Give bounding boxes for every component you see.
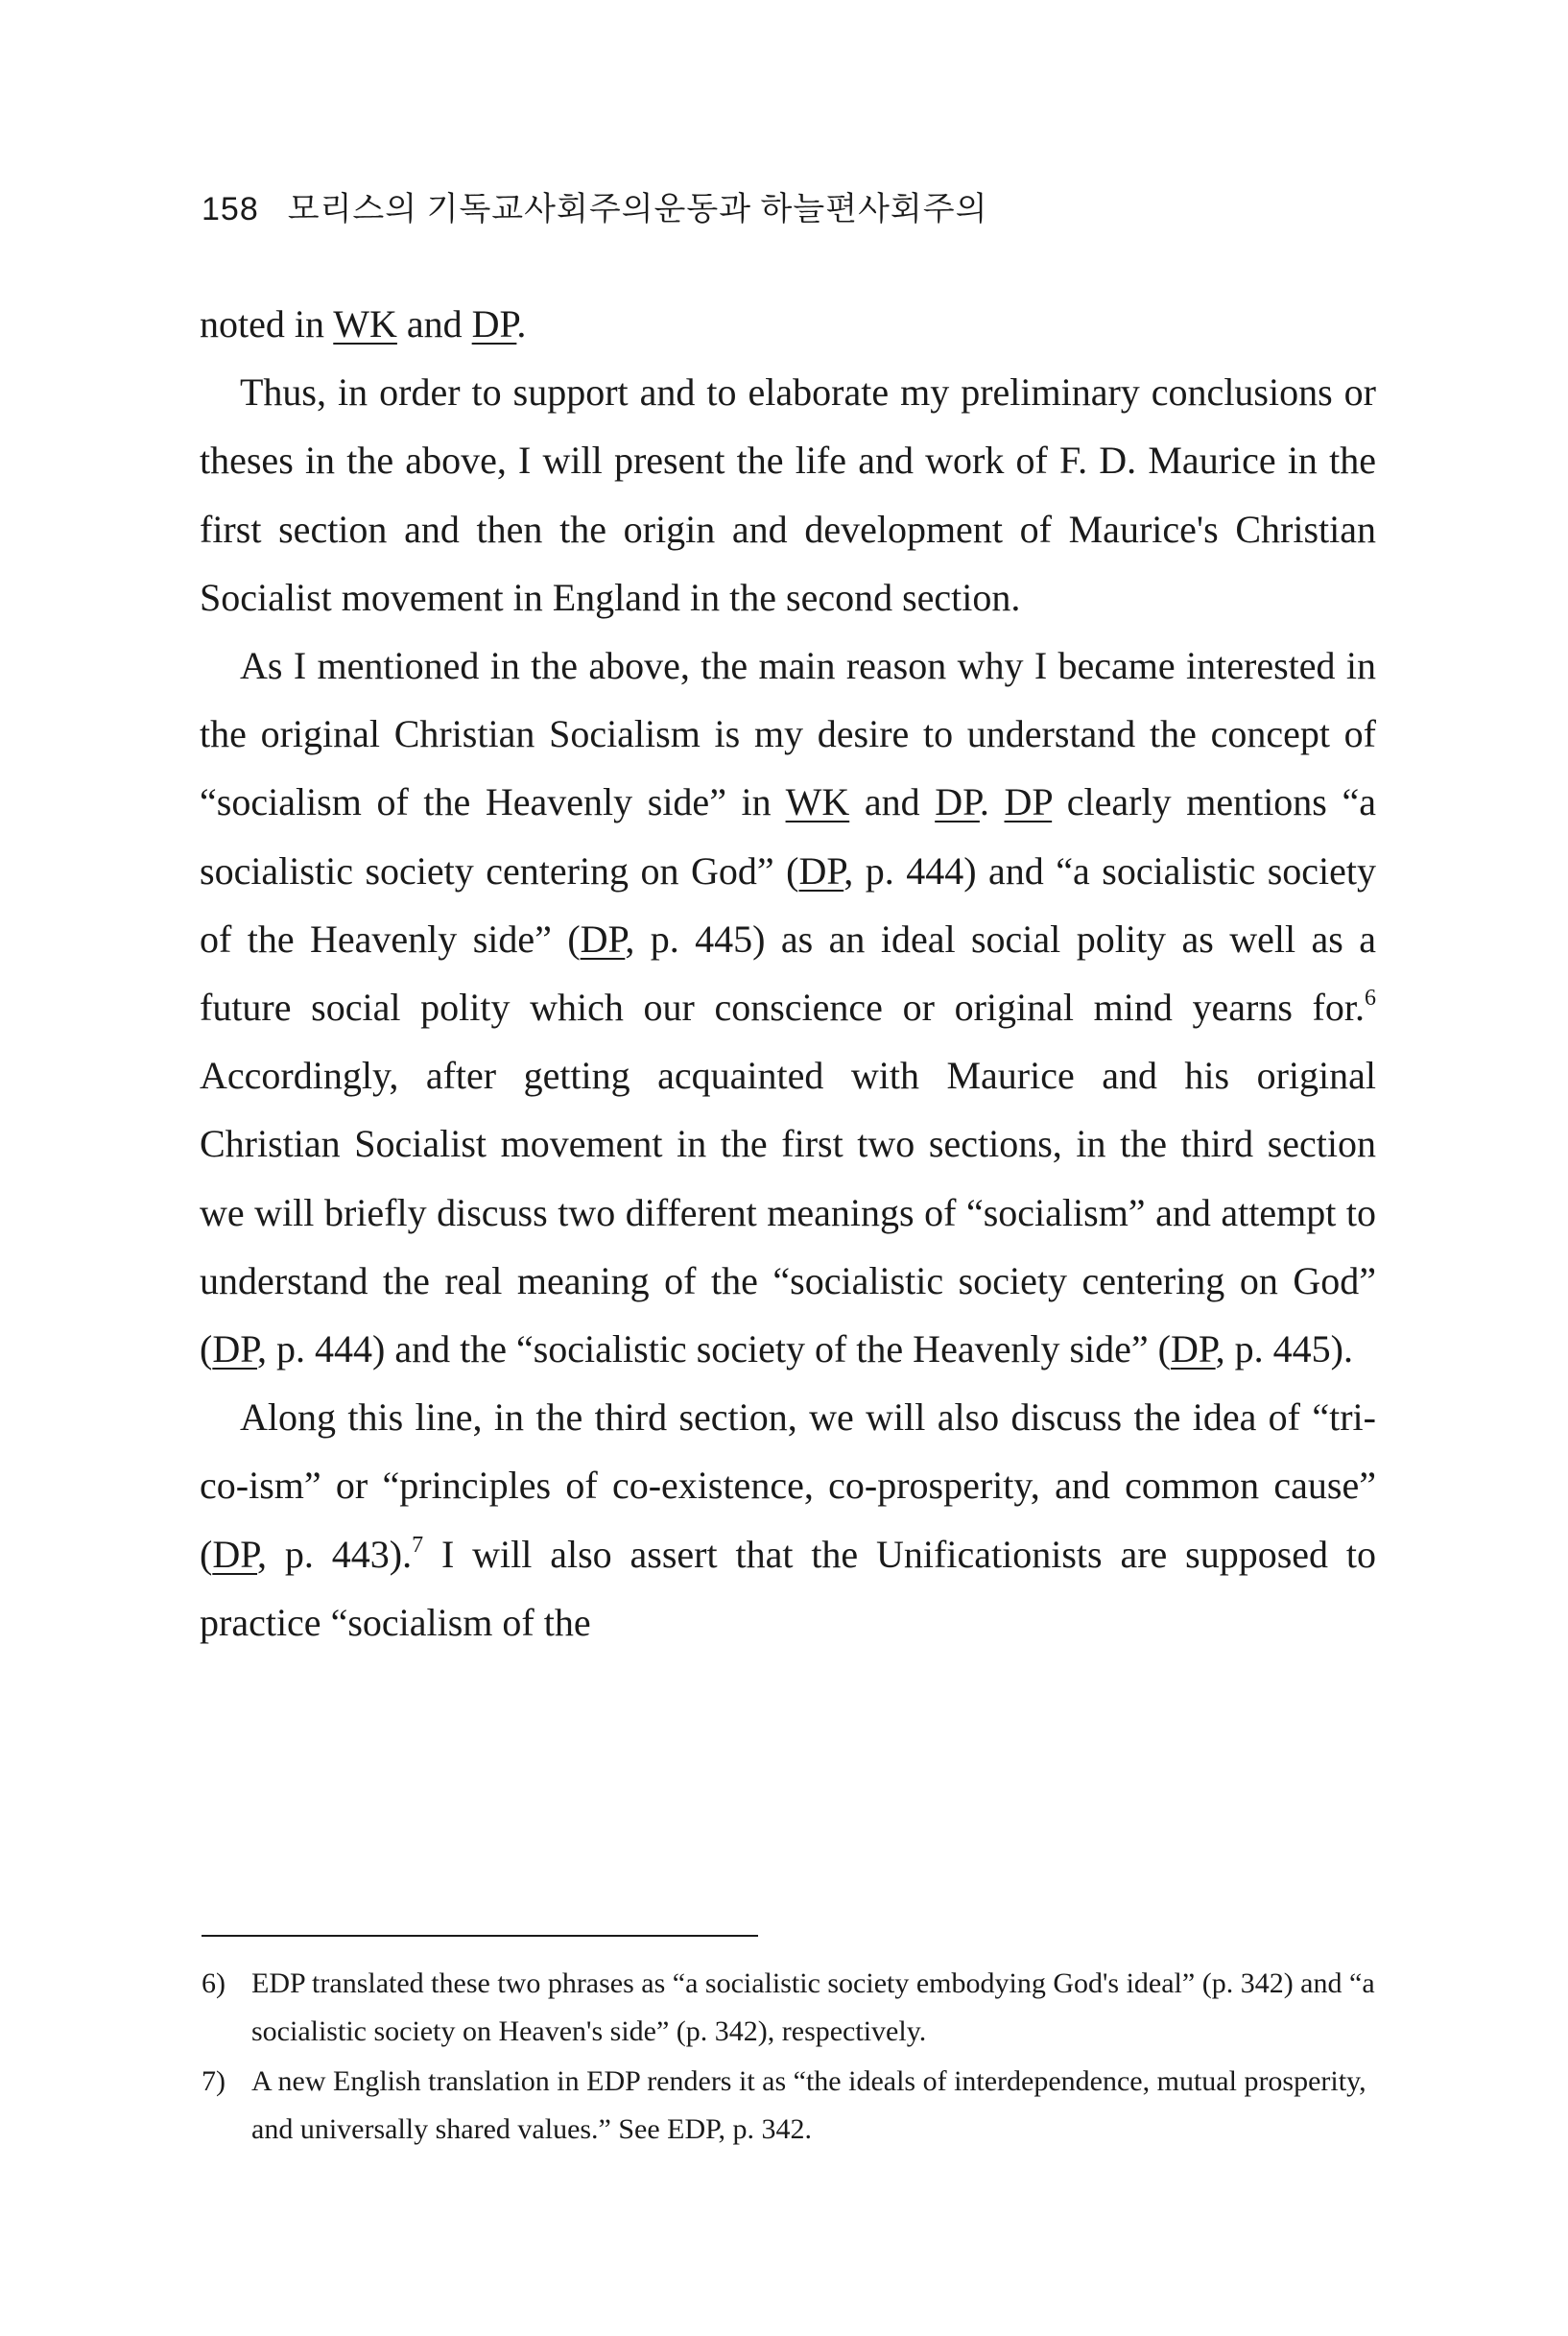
text-run: clearly mentions “a socialistic society centering on God” ( [200,780,1376,893]
text-run: , p. 444) and the “socialistic society of the Heavenly side” ( [257,1327,1171,1371]
abbreviation-dp: DP [1004,780,1053,824]
text-run: noted in [200,302,334,346]
text-run: , p. 445) as an ideal social polity as well as a future social polity which our conscience or original mind yearns for. [200,917,1376,1030]
text-run: , p. 443). [257,1532,413,1576]
paragraph-thus: Thus, in order to support and to elaborate my preliminary conclusions or theses in the above, I will present the life and work of F. D. Maurice in the first section and then the origin and development of Maurice's Christian Socialist movement in England in the second section. [200,370,1376,619]
text-run: I will also assert that the Unificationists are supposed to practice “socialism of the [200,1532,1376,1644]
footnote-6 [202,1960,1376,2056]
abbreviation-dp: DP [580,917,626,961]
paragraph-as-i-mentioned [200,632,1376,1383]
footnotes [202,1960,1376,2156]
abbreviation-dp: DP [471,302,517,346]
abbreviation-wk: WK [333,302,397,346]
abbreviation-wk: WK [785,780,850,824]
footnote-text: EDP translated these two phrases as “a socialistic society embodying God's ideal” (p. 342) and “a socialistic society on Heaven's side” (p. 342), respectively. [251,1967,1375,2047]
footnote-text: A new English translation in EDP renders it as “the ideals of interdependence, mutual prosperity, and universally shared values.” See EDP, p. 342. [251,2065,1366,2145]
abbreviation-dp: DP [935,780,980,824]
running-header [202,182,987,229]
page-number: 158 [202,191,259,227]
text-run: . [516,302,527,346]
abbreviation-dp: DP [212,1327,258,1371]
footnote-marker-6: 6 [1365,986,1376,1012]
text-run: and [849,780,936,824]
footnote-7 [202,2058,1376,2154]
paragraph-along-this-line [200,1383,1376,1657]
running-title: 모리스의 기독교사회주의운동과 하늘편사회주의 [287,192,988,227]
text-run: As I mentioned in the above, the main reason why I became interested in the original Christian Socialism is my desire to understand the concept of “socialism of the Heavenly side” in [200,644,1376,824]
text-run: . [979,780,1005,824]
abbreviation-dp: DP [1170,1327,1216,1371]
text-run: Accordingly, after getting acquainted with Maurice and his original Christian Socialist movement in the first two sections, in the third section we will briefly discuss two different meanings of “socialism” and attempt to understand the real meaning of the “socialistic society centering on God” ( [200,1054,1376,1371]
footnote-number: 6) [202,1967,226,1999]
footnote-divider [202,1935,758,1937]
footnote-marker-7: 7 [412,1532,424,1558]
text-run: and [396,302,472,346]
abbreviation-dp: DP [798,848,844,893]
text-run: , p. 445). [1215,1327,1353,1371]
paragraph-continuation [200,290,1376,358]
text-run: Along this line, in the third section, we will also discuss the idea of “tri-co-ism” or “principles of co-existence, co-prosperity, and common cause” ( [200,1395,1376,1576]
text-run: , p. 444) and “a socialistic society of the Heavenly side” ( [200,848,1377,961]
abbreviation-dp: DP [212,1532,258,1576]
body-text [200,290,1376,1657]
footnote-number: 7) [202,2065,226,2097]
